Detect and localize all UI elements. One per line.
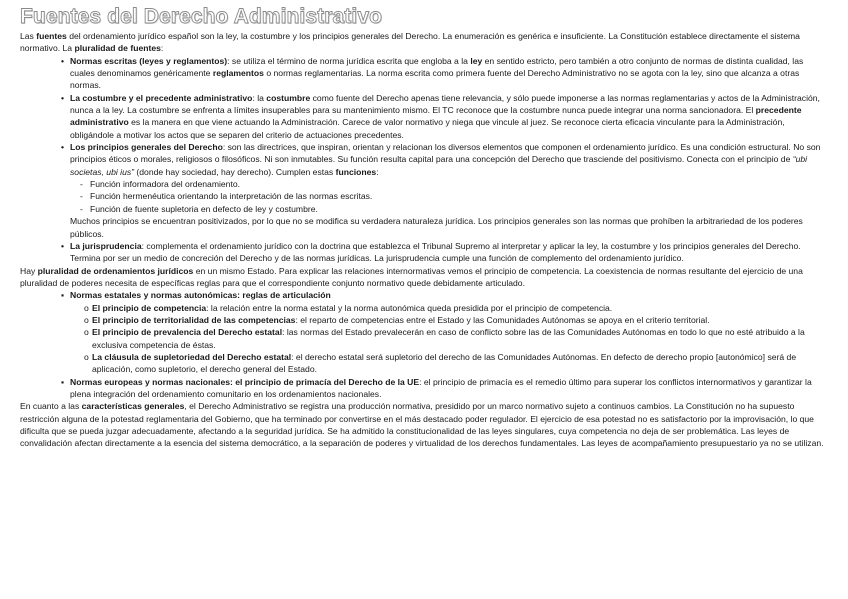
text: : la relación entre la norma estatal y la norma autonómica queda presidida por el principio de competencia.: [206, 302, 613, 313]
text: : complementa el ordenamiento jurídico con la doctrina que establezca el Tribunal Supremo al interpretar y aplicar la ley, la costumbre y los principios generales del Derecho. Termina por ser un medio de concreción del Derecho y de las normas jurídicas. La jurisprudencia cumple una función de complemento del ordenamiento jurídico.: [70, 240, 801, 264]
bold-term: Normas estatales y normas autonómicas: reglas de articulación: [70, 290, 331, 301]
list-item: [20, 314, 828, 326]
text: : se utiliza el término de norma jurídica escrita que engloba a la: [227, 55, 471, 66]
bold-term: ley: [470, 55, 483, 66]
pluralidad-paragraph: [20, 265, 828, 290]
principios-articulacion-list: [70, 302, 828, 376]
text: :: [376, 166, 379, 177]
list-item: [20, 351, 828, 376]
list-item: - Función hermenéutica orientando la interpretación de las normas escritas.: [20, 190, 828, 202]
text: en sentido estricto, pero también a otro conjunto de normas de distinta cualidad, las cuales denominamos genéricamente: [70, 55, 804, 79]
bold-term: funciones: [335, 166, 377, 177]
bold-term: pluralidad de fuentes: [74, 43, 161, 54]
text: : el reparto de competencias entre el Estado y las Comunidades Autónomas se apoya en el criterio territorial.: [295, 314, 710, 325]
list-item-costumbre: [20, 92, 828, 141]
normas-list: [20, 289, 828, 400]
fuentes-list: [20, 55, 828, 265]
bold-term: pluralidad de ordenamientos jurídicos: [37, 265, 194, 276]
list-item-jurisprudencia: [20, 240, 828, 265]
text: del ordenamiento jurídico español son la ley, la costumbre y los principios generales del Derecho. La enumeración es genérica e insuficiente. La Constitución establece directamente el sistema normativo. La: [20, 31, 800, 54]
principios-extra-paragraph: Muchos principios se encuentran positivizados, por lo que no se modifica su verdadera naturaleza jurídica. Los principios generales son las normas que prohíben la arbitrariedad de los poderes públicos.: [70, 216, 803, 239]
list-item-normas-escritas: [20, 55, 828, 92]
list-item-normas-europeas: [20, 376, 828, 401]
bold-term: características generales: [81, 401, 185, 412]
bold-term: Normas escritas (leyes y reglamentos): [70, 55, 228, 66]
bold-term: Los principios generales del Derecho: [70, 142, 223, 153]
list-item: - Función informadora del ordenamiento.: [20, 178, 828, 190]
text: : son las directrices, que inspiran, orientan y relacionan los diversos elementos que componen el ordenamiento jurídico. Es una condición estructural. No son principios éticos o morales, religiosos o filosóficos. Ni son inmutables. Su función resulta capital para una concepción del Derecho que trasciende del positivismo. Conecta con el principio de: [70, 142, 821, 165]
bold-term: costumbre: [266, 92, 311, 103]
document-page: [20, 4, 828, 450]
list-item-normas-estatales: [20, 289, 828, 375]
italic-phrase: “ubi societas, ubi ius”: [70, 154, 808, 177]
bold-term: fuentes: [36, 31, 67, 41]
bold-term: La jurisprudencia: [70, 240, 142, 251]
text: en un mismo Estado. Para explicar las relaciones internormativas vemos el principio de competencia. La coexistencia de normas resultante del ejercicio de una pluralidad de poderes necesita de específicas reglas para que el correspondiente conjunto normativo quede debidamente articulado.: [20, 265, 803, 288]
bold-term: El principio de territorialidad de las competencias: [92, 314, 296, 325]
text: es la manera en que viene actuando la Administración. Carece de valor normativo y niega que vincule al juez. Se reconoce cierta eficacia vinculante para la Administración, obligándole a motivar los actos que se separen del criterio de actuaciones precedentes.: [70, 117, 785, 140]
bold-term: La costumbre y el precedente administrativo: [70, 92, 253, 103]
text: (donde hay sociedad, hay derecho). Cumplen estas: [134, 166, 336, 177]
text: : el derecho estatal será supletorio del derecho de las Comunidades Autónomas. En defecto de derecho propio [autonómico] será de aplicación, como supletorio, el derecho general del Estado.: [92, 351, 797, 375]
bold-term: Normas europeas y normas nacionales: el principio de primacía del Derecho de la UE: [70, 376, 420, 387]
bold-term: precedente administrativo: [70, 105, 802, 128]
text: o normas reglamentarias. La norma escrita como primera fuente del Derecho Administrativo no se agota con la ley, sino que alcanza a otras normas.: [70, 68, 800, 91]
text: :: [160, 43, 164, 54]
list-item: [20, 302, 828, 314]
text: , el Derecho Administrativo se registra una producción normativa, presidido por un marco normativo sujeto a continuos cambios. La Constitución no ha supuesto restricción alguna de la potestad reglamentaria del Gobierno, que ha terminado por convertirse en el más destacado poder regulador. El ejercicio de esa potestad no es satisfactorio por la improvisación, lo que dificulta que se pueda juzgar adecuadamente, afectando a la seguridad jurídica. Se ha admitido la constitucionalidad de las leyes singulares, cuya competencia no deja de ser problemática. Las leyes de convalidación afectan directamente a la esencia del sistema democrático, a la separación de poderes y virtualidad de los derechos fundamentales. Las leyes de acompañamiento presupuestario ya no se utilizan.: [20, 401, 824, 449]
text: como fuente del Derecho apenas tiene relevancia, y sólo puede imponerse a las normas reglamentarias y actos de la Administración, nunca a la ley. La costumbre se enfrenta a límites insuperables para su mantenimiento mismo. El TC reconoce que la costumbre nunca puede integrar una norma sancionadora. El: [70, 92, 820, 116]
bold-term: El principio de competencia: [92, 302, 207, 313]
text: Las: [20, 31, 37, 41]
page-title: Fuentes del Derecho Administrativo: [20, 5, 383, 28]
bold-term: El principio de prevalencia del Derecho estatal: [92, 327, 283, 338]
text: Hay: [20, 265, 38, 276]
text: : las normas del Estado prevalecerán en caso de conflicto sobre las de las Comunidades Autónomas en todo lo que no esté atribuido a la exclusiva competencia de éstas.: [92, 327, 805, 350]
list-item: - Función de fuente supletoria en defecto de ley y costumbre.: [20, 203, 828, 215]
list-item: [20, 326, 828, 351]
list-item-principios: [20, 141, 828, 240]
text: : la: [252, 92, 267, 103]
intro-paragraph: [20, 30, 828, 55]
text: : el principio de primacía es el remedio último para superar los conflictos internormativos y garantizar la plena integración del ordenamiento comunitario en los ordenamientos nacionales.: [70, 376, 812, 399]
bold-term: La cláusula de supletoriedad del Derecho estatal: [92, 351, 292, 362]
caracteristicas-paragraph: [20, 400, 828, 449]
funciones-list: [70, 178, 828, 215]
bold-term: reglamentos: [212, 68, 264, 79]
text: En cuanto a las: [20, 401, 82, 412]
